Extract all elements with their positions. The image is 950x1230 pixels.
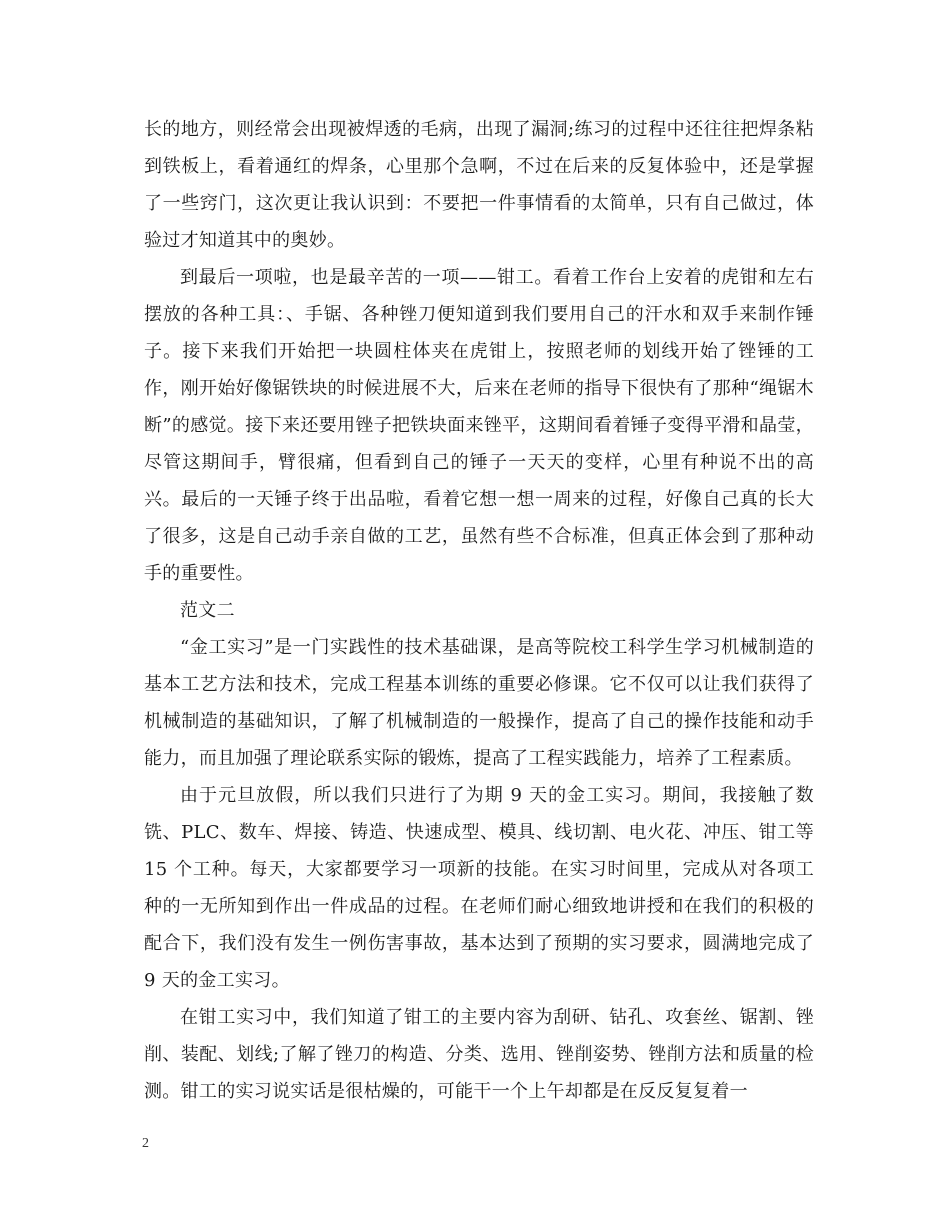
- page-number: 2: [142, 1136, 149, 1151]
- paragraph-fitter-practice: 在钳工实习中，我们知道了钳工的主要内容为刮研、钻孔、攻套丝、锯割、锉削、装配、划线;了解了锉刀的构造、分类、选用、锉削姿势、锉削方法和质量的检测。钳工的实习说实话是很枯燥的，可能干一个上午却都是在反反复复着一: [144, 1007, 814, 1102]
- paragraph-nine-day-practice: 由于元旦放假，所以我们只进行了为期 9 天的金工实习。期间，我接触了数铣、PLC、数车、焊接、铸造、快速成型、模具、线切割、电火花、冲压、钳工等 15 个工种。每天，大家都要学习一项新的技能。在实习时间里，完成从对各项工种的一无所知到作出一件成品的过程。在老师们耐心细致地讲授和在我们的积极的配合下，我们没有发生一例伤害事故，基本达到了预期的实习要求，圆满地完成了 9 天的金工实习。: [144, 785, 814, 991]
- paragraph-welding-continued: 长的地方，则经常会出现被焊透的毛病，出现了漏洞;练习的过程中还往往把焊条粘到铁板上，看着通红的焊条，心里那个急啊，不过在后来的反复体验中，还是掌握了一些窍门，这次更让我认识到：不要把一件事情看的太简单，只有自己做过，体验过才知道其中的奥妙。: [144, 119, 814, 251]
- body-text: [144, 111, 814, 1110]
- section-heading-sample-two: 范文二: [180, 600, 235, 621]
- paragraph-metalwork-intro: “金工实习”是一门实践性的技术基础课，是高等院校工科学生学习机械制造的基本工艺方法和技术，完成工程基本训练的重要必修课。它不仅可以让我们获得了机械制造的基础知识，了解了机械制造的一般操作，提高了自己的操作技能和动手能力，而且加强了理论联系实际的锻炼，提高了工程实践能力，培养了工程素质。: [144, 637, 814, 769]
- paragraph-fitter-work: 到最后一项啦，也是最辛苦的一项——钳工。看着工作台上安着的虎钳和左右摆放的各种工具：、手锯、各种锉刀便知道到我们要用自己的汗水和双手来制作锤子。接下来我们开始把一块圆柱体夹在虎钳上，按照老师的划线开始了锉锤的工作，刚开始好像锯铁块的时候进展不大，后来在老师的指导下很快有了那种“绳锯木断”的感觉。接下来还要用锉子把铁块面来锉平，这期间看着锤子变得平滑和晶莹，尽管这期间手，臂很痛，但看到自己的锤子一天天的变样，心里有种说不出的高兴。最后的一天锤子终于出品啦，看着它想一想一周来的过程，好像自己真的长大了很多，这是自己动手亲自做的工艺，虽然有些不合标准，但真正体会到了那种动手的重要性。: [144, 267, 814, 584]
